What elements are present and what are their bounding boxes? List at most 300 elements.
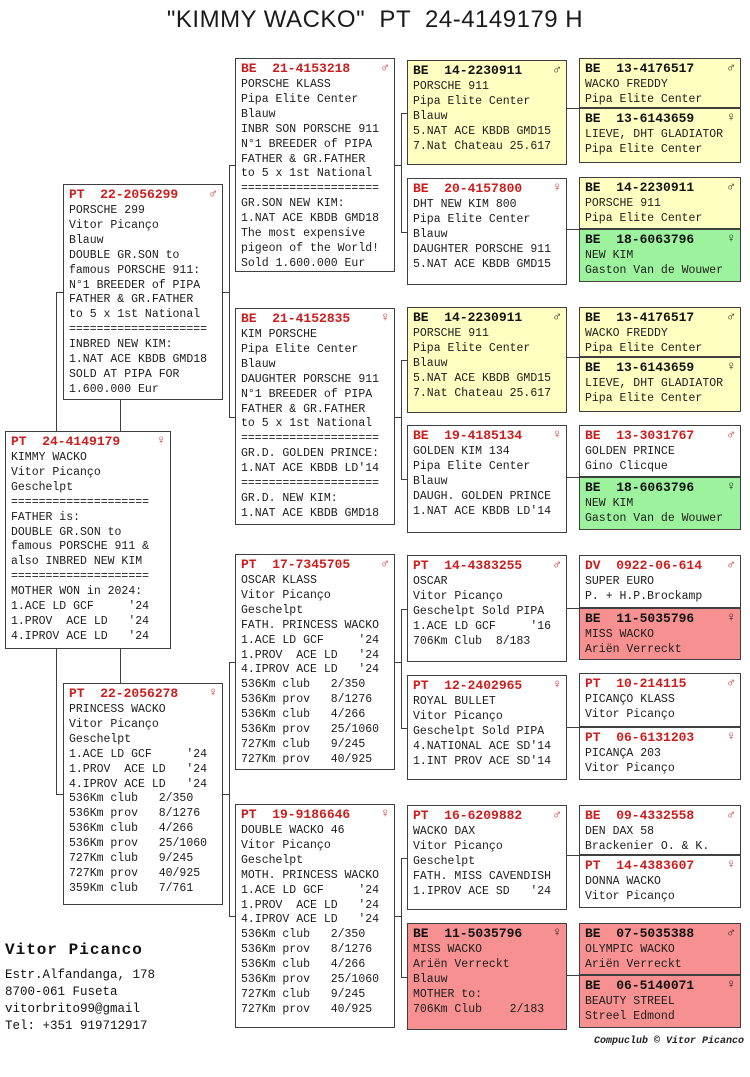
connector-line: [401, 360, 402, 479]
pedigree-text-line: LIEVE, DHT GLADIATOR: [585, 128, 724, 141]
connector-line: [120, 649, 121, 683]
male-symbol-icon: ♂: [553, 557, 561, 572]
ring-number: BE 06-5140071: [585, 978, 695, 993]
pedigree-text-line: 1.ACE LD GCF '24: [241, 883, 380, 897]
pedigree-text-line: Geschelpt: [241, 603, 304, 617]
female-symbol-icon: ♀: [553, 180, 561, 195]
pedigree-text-line: N°1 BREEDER of PIPA: [241, 137, 373, 151]
connector-line: [567, 855, 579, 856]
ring-number-header: [413, 62, 561, 80]
pedigree-text-line: Vitor Picanço: [69, 717, 159, 731]
ring-number-header: [585, 110, 735, 128]
pedigree-box-BE-13-4176517: [579, 58, 741, 108]
connector-line: [567, 608, 579, 609]
pedigree-box-PT-06-6131203: [579, 727, 741, 780]
pedigree-box-BE-13-6143659: [579, 108, 741, 163]
ring-number: PT 22-2056299: [69, 187, 179, 202]
male-symbol-icon: ♂: [553, 309, 561, 324]
female-symbol-icon: ♀: [381, 806, 389, 821]
ring-number: BE 21-4153218: [241, 61, 351, 76]
pedigree-text-line: Streel Edmond: [585, 1009, 675, 1023]
pedigree-text-line: GR.SON NEW KIM:: [241, 197, 345, 211]
ring-number: BE 13-6143659: [585, 111, 695, 126]
male-symbol-icon: ♂: [727, 427, 735, 442]
pedigree-text-line: MISS WACKO: [413, 943, 483, 956]
pedigree-text-line: WACKO DAX: [413, 825, 476, 838]
pedigree-box-BE-14-2230911: [407, 307, 567, 413]
ring-number: PT 24-4149179: [11, 434, 121, 449]
pedigree-text-line: Blauw: [413, 109, 448, 123]
connector-line: [395, 662, 402, 663]
pedigree-text-line: PRINCESS WACKO: [69, 703, 166, 716]
pedigree-text-line: 5.NAT ACE KBDB GMD15: [413, 257, 552, 271]
connector-line: [401, 232, 407, 233]
breeder-phone-line: Tel: +351 919712917: [5, 1019, 148, 1033]
female-symbol-icon: ♀: [727, 479, 735, 494]
pedigree-text-line: Pipa Elite Center: [413, 94, 531, 108]
pedigree-box-BE-11-5035796: [407, 923, 567, 1030]
connector-line: [401, 609, 407, 610]
pedigree-text-line: WACKO FREDDY: [585, 327, 668, 340]
ring-number-header: [241, 806, 389, 824]
pedigree-text-line: Vitor Picanço: [11, 465, 101, 479]
pedigree-text-line: 1.NAT ACE KBDB LD'14: [241, 462, 380, 476]
male-symbol-icon: ♂: [727, 557, 735, 572]
ring-number: DV 0922-06-614: [585, 558, 703, 573]
breeder-address-line: Estr.Alfandanga, 178: [5, 968, 156, 982]
pedigree-text-line: ROYAL BULLET: [413, 695, 496, 708]
male-symbol-icon: ♂: [727, 60, 735, 75]
breeder-city-line: 8700-061 Fuseta: [5, 985, 118, 999]
breeder-email-line: vitorbrito99@gmail: [5, 1002, 141, 1016]
pedigree-text-line: to 5 x 1st National: [241, 417, 373, 431]
separator-line: ====================: [241, 432, 380, 446]
pedigree-text-line: to 5 x 1st National: [241, 167, 373, 181]
connector-line: [223, 292, 230, 293]
pedigree-text-line: Pipa Elite Center: [413, 341, 531, 355]
ring-number: BE 07-5035388: [585, 926, 695, 941]
separator-line: ====================: [69, 323, 208, 337]
pedigree-text-line: OSCAR KLASS: [241, 574, 317, 587]
ring-number: PT 16-6209882: [413, 808, 523, 823]
pedigree-text-line: FATHER is:: [11, 510, 81, 524]
connector-line: [120, 400, 121, 431]
pedigree-text-line: SOLD AT PIPA FOR: [69, 367, 180, 381]
connector-line: [395, 916, 402, 917]
male-symbol-icon: ♂: [727, 925, 735, 940]
pedigree-text-line: 536Km club 4/266: [241, 708, 366, 722]
pedigree-text-line: PORSCHE 911: [413, 80, 489, 93]
pedigree-text-line: MOTH. PRINCESS WACKO: [241, 868, 380, 882]
ring-number: BE 18-6063796: [585, 232, 695, 247]
connector-line: [401, 479, 407, 480]
pedigree-box-PT-19-9186646: [235, 804, 395, 1028]
connector-line: [56, 794, 63, 795]
male-symbol-icon: ♂: [727, 675, 735, 690]
connector-line: [567, 975, 579, 976]
ring-number: PT 19-9186646: [241, 807, 351, 822]
female-symbol-icon: ♀: [209, 685, 217, 700]
pedigree-text-line: 1.NAT ACE KBDB LD'14: [413, 504, 552, 518]
pedigree-text-line: Geschelpt: [69, 732, 132, 746]
ring-number: BE 18-6063796: [585, 480, 695, 495]
pedigree-text-line: 706Km Club 8/183: [413, 634, 531, 648]
pedigree-box-PT-24-4149179: [5, 431, 171, 649]
female-symbol-icon: ♀: [553, 677, 561, 692]
pedigree-text-line: 1.PROV ACE LD '24: [69, 762, 208, 776]
ring-number-header: [585, 557, 735, 575]
female-symbol-icon: ♀: [157, 433, 165, 448]
pedigree-text-line: N°1 BREEDER of PIPA: [69, 278, 201, 292]
pedigree-text-line: GOLDEN KIM 134: [413, 445, 510, 458]
ring-number-header: [585, 479, 735, 497]
pedigree-box-PT-17-7345705: [235, 554, 395, 770]
ring-number: PT 10-214115: [585, 676, 687, 691]
male-symbol-icon: ♂: [727, 807, 735, 822]
pedigree-text-line: FATH. MISS CAVENDISH: [413, 869, 552, 883]
connector-line: [223, 794, 230, 795]
separator-line: ====================: [241, 477, 380, 491]
breeder-contact-block: [5, 941, 155, 1035]
ring-number-header: [585, 675, 735, 693]
pedigree-text-line: Pipa Elite Center: [413, 212, 531, 226]
female-symbol-icon: ♀: [553, 427, 561, 442]
ring-number-header: [413, 557, 561, 575]
connector-line: [401, 113, 402, 232]
pedigree-text-line: 1.PROV ACE LD '24: [241, 648, 380, 662]
pedigree-box-BE-18-6063796: [579, 477, 741, 530]
connector-line: [567, 477, 579, 478]
pedigree-text-line: SUPER EURO: [585, 575, 655, 588]
pedigree-text-line: 4.IPROV ACE LD '24: [241, 663, 380, 677]
pedigree-text-line: NEW KIM: [585, 497, 634, 510]
ring-number-header: [413, 807, 561, 825]
pedigree-text-line: KIM PORSCHE: [241, 328, 317, 341]
connector-line: [401, 113, 407, 114]
pedigree-text-line: Ariën Verreckt: [413, 957, 510, 971]
pedigree-text-line: PICANÇO KLASS: [585, 693, 675, 706]
ring-number-header: [241, 556, 389, 574]
pedigree-text-line: PICANÇA 203: [585, 747, 661, 760]
pedigree-text-line: Pipa Elite Center: [241, 342, 359, 356]
pedigree-box-PT-22-2056299: [63, 184, 223, 400]
pedigree-text-line: GOLDEN PRINCE: [585, 445, 675, 458]
separator-line: ====================: [11, 570, 150, 584]
pedigree-text-line: Geschelpt: [11, 480, 74, 494]
pedigree-box-BE-11-5035796: [579, 608, 741, 660]
pedigree-text-line: Geschelpt Sold PIPA: [413, 604, 545, 618]
pedigree-text-line: 536Km prov 8/1276: [69, 807, 201, 821]
pedigree-box-BE-14-2230911: [407, 60, 567, 165]
pedigree-text-line: 727Km club 9/245: [241, 987, 366, 1001]
connector-line: [229, 662, 230, 916]
pedigree-text-line: 706Km Club 2/183: [413, 1002, 545, 1016]
pedigree-box-PT-12-2402965: [407, 675, 567, 780]
pedigree-text-line: 536Km club 4/266: [241, 958, 366, 972]
ring-number: BE 19-4185134: [413, 428, 523, 443]
male-symbol-icon: ♂: [553, 62, 561, 77]
pedigree-text-line: Pipa Elite Center: [413, 459, 531, 473]
pedigree-box-BE-13-3031767: [579, 425, 741, 477]
ring-number-header: [413, 677, 561, 695]
ring-number: BE 14-2230911: [585, 180, 695, 195]
pedigree-text-line: 5.NAT ACE KBDB GMD15: [413, 124, 552, 138]
pedigree-text-line: 536Km prov 25/1060: [69, 837, 208, 851]
pedigree-text-line: PORSCHE KLASS: [241, 78, 331, 91]
pedigree-text-line: Vitor Picanço: [69, 218, 159, 232]
pedigree-text-line: 727Km prov 40/925: [241, 1002, 373, 1016]
ring-number-header: [585, 977, 735, 995]
pedigree-text-line: Blauw: [413, 972, 448, 986]
ring-number-header: [413, 427, 561, 445]
male-symbol-icon: ♂: [727, 179, 735, 194]
connector-line: [56, 292, 63, 293]
ring-number-header: [585, 925, 735, 943]
male-symbol-icon: ♂: [381, 556, 389, 571]
pedigree-text-line: MOTHER to:: [413, 987, 483, 1001]
pedigree-text-line: PORSCHE 299: [69, 204, 145, 217]
pedigree-text-line: 7.Nat Chateau 25.617: [413, 386, 552, 400]
connector-line: [229, 165, 235, 166]
pedigree-text-line: PORSCHE 911: [413, 327, 489, 340]
pedigree-text-line: 1.NAT ACE KBDB GMD18: [69, 353, 208, 367]
pedigree-text-line: DOUBLE GR.SON to: [69, 248, 180, 262]
separator-line: ====================: [11, 495, 150, 509]
pedigree-text-line: DAUGH. GOLDEN PRINCE: [413, 489, 552, 503]
pedigree-text-line: 727Km prov 40/925: [241, 752, 373, 766]
ring-number: BE 14-2230911: [413, 310, 523, 325]
pedigree-text-line: DONNA WACKO: [585, 875, 661, 888]
pedigree-text-line: FATH. PRINCESS WACKO: [241, 618, 380, 632]
breeder-name: Vitor Picanco: [5, 941, 143, 959]
pedigree-text-line: FATHER & GR.FATHER: [241, 152, 366, 166]
pedigree-text-line: Sold 1.600.000 Eur: [241, 256, 366, 270]
pedigree-box-BE-07-5035388: [579, 923, 741, 975]
connector-line: [401, 360, 407, 361]
ring-number: BE 20-4157800: [413, 181, 523, 196]
connector-line: [567, 357, 579, 358]
pedigree-text-line: 4.NATIONAL ACE SD'14: [413, 739, 552, 753]
pedigree-text-line: KIMMY WACKO: [11, 451, 87, 464]
pedigree-text-line: 4.IPROV ACE LD '24: [241, 913, 380, 927]
pedigree-text-line: Vitor Picanço: [413, 839, 503, 853]
pedigree-text-line: famous PORSCHE 911 &: [11, 540, 150, 554]
pedigree-text-line: Pipa Elite Center: [585, 92, 703, 106]
ring-number-header: [413, 309, 561, 327]
pedigree-box-BE-06-5140071: [579, 975, 741, 1028]
pedigree-text-line: FATHER & GR.FATHER: [69, 293, 194, 307]
connector-line: [56, 292, 57, 431]
ring-number-header: [69, 186, 217, 204]
separator-line: ====================: [241, 182, 380, 196]
pedigree-box-PT-16-6209882: [407, 805, 567, 910]
ring-number: PT 14-4383255: [413, 558, 523, 573]
ring-number-header: [413, 925, 561, 943]
pedigree-text-line: FATHER & GR.FATHER: [241, 402, 366, 416]
female-symbol-icon: ♀: [727, 977, 735, 992]
pedigree-box-BE-13-6143659: [579, 357, 741, 412]
pedigree-text-line: 359Km club 7/761: [69, 881, 194, 895]
female-symbol-icon: ♀: [727, 359, 735, 374]
connector-line: [229, 916, 235, 917]
pedigree-text-line: also INBRED NEW KIM: [11, 555, 143, 569]
pedigree-text-line: Brackenier O. & K.: [585, 839, 710, 853]
ring-number-header: [585, 60, 735, 78]
pedigree-text-line: 1.ACE LD GCF '24: [241, 633, 380, 647]
pedigree-text-line: DOUBLE WACKO 46: [241, 824, 345, 837]
pedigree-text-line: Geschelpt: [413, 854, 476, 868]
ring-number: BE 21-4152835: [241, 311, 351, 326]
connector-line: [567, 727, 579, 728]
pedigree-text-line: DOUBLE GR.SON to: [11, 525, 122, 539]
pedigree-text-line: 536Km prov 25/1060: [241, 973, 380, 987]
pedigree-text-line: 1.NAT ACE KBDB GMD18: [241, 212, 380, 226]
pedigree-text-line: 1.ACE LD GCF '24: [69, 747, 208, 761]
pedigree-text-line: to 5 x 1st National: [69, 308, 201, 322]
pedigree-text-line: 536Km club 2/350: [241, 678, 366, 692]
ring-number: BE 13-3031767: [585, 428, 695, 443]
pedigree-text-line: 1.IPROV ACE SD '24: [413, 884, 552, 898]
pedigree-text-line: DAUGHTER PORSCHE 911: [413, 242, 552, 256]
pedigree-text-line: Vitor Picanço: [241, 588, 331, 602]
ring-number-header: [585, 427, 735, 445]
pedigree-text-line: 536Km prov 25/1060: [241, 723, 380, 737]
pedigree-text-line: NEW KIM: [585, 249, 634, 262]
connector-line: [229, 417, 235, 418]
pedigree-text-line: Geschelpt: [241, 853, 304, 867]
pedigree-text-line: Blauw: [241, 357, 276, 371]
ring-number: PT 22-2056278: [69, 686, 179, 701]
ring-number: BE 13-6143659: [585, 360, 695, 375]
pedigree-box-PT-22-2056278: [63, 683, 223, 905]
pedigree-text-line: DEN DAX 58: [585, 825, 655, 838]
connector-line: [567, 108, 579, 109]
pedigree-text-line: Gino Clicque: [585, 459, 668, 473]
pedigree-text-line: 727Km prov 40/925: [69, 866, 201, 880]
pedigree-box-BE-19-4185134: [407, 425, 567, 533]
ring-number: PT 14-4383607: [585, 858, 695, 873]
pedigree-text-line: 536Km club 4/266: [69, 822, 194, 836]
pedigree-box-DV-0922-06-614: [579, 555, 741, 608]
pedigree-box-BE-18-6063796: [579, 229, 741, 282]
ring-number: BE 13-4176517: [585, 61, 695, 76]
connector-line: [229, 165, 230, 417]
ring-number-header: [585, 309, 735, 327]
ring-number-header: [413, 180, 561, 198]
pedigree-text-line: Vitor Picanço: [585, 707, 675, 721]
pedigree-box-PT-10-214115: [579, 673, 741, 727]
connector-line: [401, 977, 407, 978]
male-symbol-icon: ♂: [727, 309, 735, 324]
connector-line: [56, 649, 57, 794]
pedigree-text-line: 5.NAT ACE KBDB GMD15: [413, 371, 552, 385]
pedigree-text-line: 536Km club 2/350: [69, 792, 194, 806]
pedigree-text-line: 536Km prov 8/1276: [241, 943, 373, 957]
female-symbol-icon: ♀: [727, 857, 735, 872]
ring-number: BE 13-4176517: [585, 310, 695, 325]
ring-number-header: [585, 610, 735, 628]
ring-number-header: [585, 231, 735, 249]
pedigree-text-line: GR.D. GOLDEN PRINCE:: [241, 447, 380, 461]
pedigree-text-line: Ariën Verreckt: [585, 957, 682, 971]
pedigree-text-line: Vitor Picanço: [413, 709, 503, 723]
pedigree-text-line: Blauw: [413, 356, 448, 370]
ring-number-header: [585, 857, 735, 875]
ring-number-header: [241, 60, 389, 78]
pedigree-text-line: Vitor Picanço: [585, 889, 675, 903]
pedigree-box-BE-13-4176517: [579, 307, 741, 357]
male-symbol-icon: ♂: [209, 186, 217, 201]
pedigree-text-line: Pipa Elite Center: [585, 341, 703, 355]
pedigree-text-line: DHT NEW KIM 800: [413, 198, 517, 211]
ring-number-header: [585, 359, 735, 377]
female-symbol-icon: ♀: [381, 310, 389, 325]
pedigree-text-line: MISS WACKO: [585, 628, 655, 641]
pedigree-text-line: Gaston Van de Wouwer: [585, 511, 724, 525]
pedigree-text-line: 1.600.000 Eur: [69, 382, 159, 396]
ring-number: BE 09-4332558: [585, 808, 695, 823]
pedigree-text-line: 727Km club 9/245: [69, 852, 194, 866]
pedigree-text-line: Vitor Picanço: [413, 589, 503, 603]
pedigree-text-line: 7.Nat Chateau 25.617: [413, 139, 552, 153]
ring-number: PT 12-2402965: [413, 678, 523, 693]
pedigree-text-line: Vitor Picanço: [241, 838, 331, 852]
ring-number: PT 06-6131203: [585, 730, 695, 745]
ring-number-header: [585, 807, 735, 825]
pedigree-box-BE-09-4332558: [579, 805, 741, 855]
ring-number: BE 14-2230911: [413, 63, 523, 78]
pedigree-text-line: Blauw: [413, 474, 448, 488]
pedigree-box-BE-20-4157800: [407, 178, 567, 285]
pedigree-box-BE-21-4152835: [235, 308, 395, 525]
ring-number: PT 17-7345705: [241, 557, 351, 572]
ring-number-header: [241, 310, 389, 328]
pedigree-box-PT-14-4383255: [407, 555, 567, 662]
pedigree-text-line: Blauw: [413, 227, 448, 241]
ring-number-header: [585, 179, 735, 197]
female-symbol-icon: ♀: [727, 610, 735, 625]
pedigree-text-line: pigeon of the World!: [241, 241, 380, 255]
ring-number: BE 11-5035796: [585, 611, 695, 626]
pedigree-text-line: 1.INT PROV ACE SD'14: [413, 754, 552, 768]
connector-line: [401, 858, 407, 859]
connector-line: [401, 858, 402, 977]
ring-number-header: [11, 433, 165, 451]
connector-line: [567, 229, 579, 230]
pedigree-text-line: GR.D. NEW KIM:: [241, 491, 338, 505]
pedigree-box-BE-21-4153218: [235, 58, 395, 272]
pedigree-text-line: MOTHER WON in 2024:: [11, 585, 143, 599]
pedigree-text-line: DAUGHTER PORSCHE 911: [241, 372, 380, 386]
pedigree-text-line: Pipa Elite Center: [585, 211, 703, 225]
ring-number-header: [585, 729, 735, 747]
female-symbol-icon: ♀: [727, 231, 735, 246]
pedigree-text-line: Pipa Elite Center: [585, 391, 703, 405]
pedigree-text-line: famous PORSCHE 911:: [69, 263, 201, 277]
pedigree-box-BE-14-2230911: [579, 177, 741, 229]
male-symbol-icon: ♂: [381, 60, 389, 75]
pedigree-text-line: 536Km prov 8/1276: [241, 693, 373, 707]
pedigree-text-line: Pipa Elite Center: [585, 142, 703, 156]
page-title: "KIMMY WACKO" PT 24-4149179 H: [166, 6, 584, 33]
pedigree-text-line: 536Km club 2/350: [241, 928, 366, 942]
pedigree-text-line: Geschelpt Sold PIPA: [413, 724, 545, 738]
connector-line: [395, 165, 402, 166]
pedigree-text-line: 1.ACE LD GCF '16: [413, 619, 552, 633]
pedigree-text-line: 4.IPROV ACE LD '24: [11, 629, 150, 643]
pedigree-text-line: INBR SON PORSCHE 911: [241, 122, 380, 136]
female-symbol-icon: ♀: [727, 110, 735, 125]
